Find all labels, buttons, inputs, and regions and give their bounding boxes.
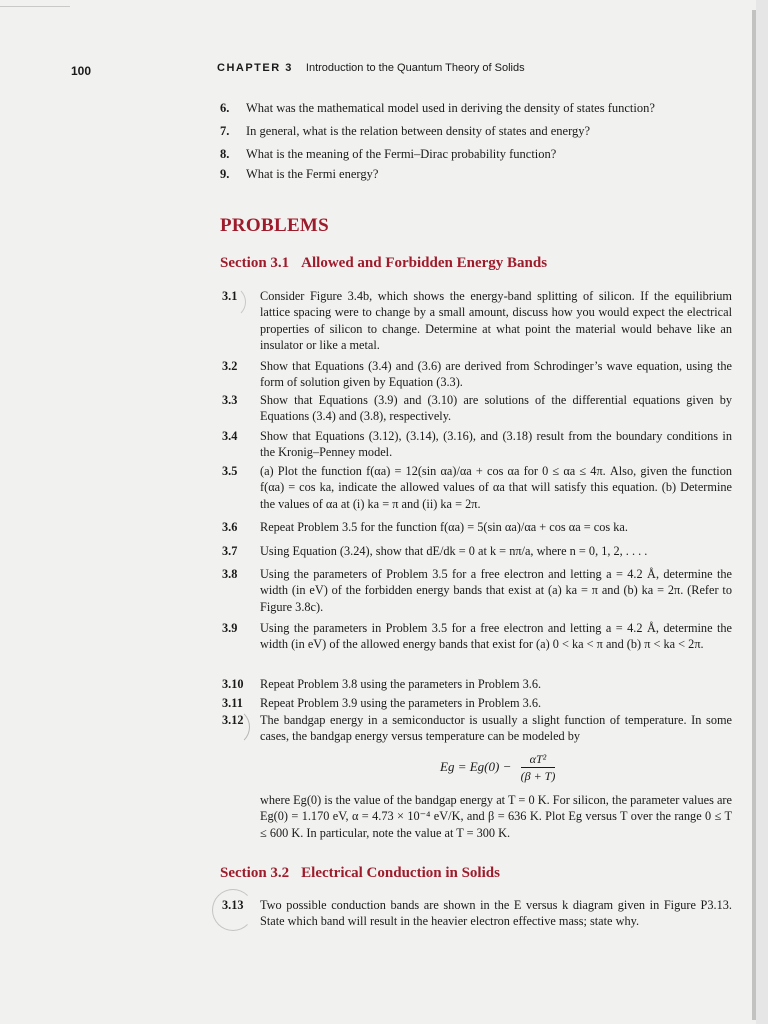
- page-number: 100: [71, 64, 92, 78]
- question-number: 8.: [220, 147, 230, 161]
- problem-number: 3.1: [222, 289, 238, 303]
- chapter-title: Introduction to the Quantum Theory of Solids: [305, 62, 525, 74]
- running-header: [217, 62, 525, 74]
- problem-text: Using Equation (3.24), show that dE/dk = 0 at k = nπ/a, where n = 0, 1, 2, . . . .: [260, 544, 648, 558]
- pencil-circle-mark: [214, 286, 246, 318]
- problem-text: Using the parameters in Problem 3.5 for a free electron and letting a = 4.2 Å, determine the width (in eV) of the allowed energy bands that exist for (a) 0 < ka < π and (b) π < ka < 2π.: [260, 621, 732, 652]
- problem-item: [222, 695, 732, 711]
- problem-text: Show that Equations (3.12), (3.14), (3.16), and (3.18) result from the boundary conditions in the Kronig–Penney model.: [260, 429, 732, 460]
- problem-number: 3.9: [222, 621, 238, 635]
- problem-number: 3.8: [222, 567, 238, 581]
- top-edge-line: [0, 6, 70, 7]
- problem-number: 3.5: [222, 464, 238, 478]
- problem-item: [222, 676, 732, 692]
- problem-text: The bandgap energy in a semiconductor is usually a slight function of temperature. In some cases, the bandgap energy versus temperature can be modeled by: [260, 713, 732, 744]
- problem-number: 3.3: [222, 393, 238, 407]
- problem-number: 3.7: [222, 544, 238, 558]
- problem-item: [222, 519, 732, 535]
- problem-item: [222, 358, 732, 391]
- section-title: Electrical Conduction in Solids: [301, 865, 500, 881]
- question-text: What was the mathematical model used in deriving the density of states function?: [246, 101, 655, 115]
- equation-numerator: αT²: [521, 752, 556, 768]
- problem-item: [222, 620, 732, 653]
- problem-text: (a) Plot the function f(αa) = 12(sin αa)/αa + cos αa for 0 ≤ αa ≤ 4π. Also, given the function f(αa) = cos ka, indicate the allowed values of αa that will satisfy this equation. (b) Determine the values of αa at (i) ka = π and (ii) ka = 2π.: [260, 464, 732, 511]
- review-question: [220, 123, 720, 139]
- problem-text: Repeat Problem 3.5 for the function f(αa) = 5(sin αa)/αa + cos αa = cos ka.: [260, 520, 628, 534]
- question-number: 9.: [220, 167, 230, 181]
- page-binding-shadow: [752, 10, 756, 1020]
- problem-number: 3.12: [222, 713, 244, 727]
- page-margin-shade: [756, 0, 768, 1024]
- problem-text: Two possible conduction bands are shown in the E versus k diagram given in Figure P3.13. State which band will result in the heavier electron effective mass; state why.: [260, 898, 732, 929]
- question-number: 7.: [220, 124, 230, 138]
- problem-number: 3.4: [222, 429, 238, 443]
- equation-lhs: Eg = Eg(0) −: [440, 758, 512, 774]
- review-question: [220, 100, 720, 116]
- problem-text: Using the parameters of Problem 3.5 for a free electron and letting a = 4.2 Å, determine the width (in eV) of the forbidden energy bands that exist at (a) ka = π and (b) ka = 2π. (Refer to Figure 3.8c).: [260, 567, 732, 614]
- problem-item: [222, 566, 732, 615]
- pencil-circle-mark: [212, 889, 254, 931]
- problem-number: 3.13: [222, 898, 244, 912]
- problem-number: 3.2: [222, 359, 238, 373]
- problem-text: Consider Figure 3.4b, which shows the energy-band splitting of silicon. If the equilibrium lattice spacing were to change by a small amount, discuss how you would expect the electrical properties of silicon to change. Determine at what point the material would behave like an insulator or like a metal.: [260, 289, 732, 353]
- question-text: In general, what is the relation between density of states and energy?: [246, 124, 591, 138]
- question-number: 6.: [220, 101, 230, 115]
- problem-continuation: [222, 792, 732, 841]
- section-number: Section 3.2: [220, 865, 290, 881]
- problem-item: [222, 392, 732, 425]
- problem-text: where Eg(0) is the value of the bandgap energy at T = 0 K. For silicon, the parameter values are Eg(0) = 1.170 eV, α = 4.73 × 10⁻⁴ eV/K, and β = 636 K. Plot Eg versus T over the range 0 ≤ T ≤ 600 K. In particular, note the value at T = 300 K.: [260, 793, 732, 840]
- problem-number: 3.11: [222, 696, 243, 710]
- chapter-label: CHAPTER 3: [217, 62, 293, 74]
- problem-text: Show that Equations (3.9) and (3.10) are solutions of the differential equations given by Equations (3.4) and (3.8), respectively.: [260, 393, 732, 424]
- problems-heading: PROBLEMS: [220, 215, 330, 236]
- problem-text: Show that Equations (3.4) and (3.6) are derived from Schrodinger’s wave equation, using the form of solution given by Equation (3.3).: [260, 359, 732, 390]
- problem-number: 3.6: [222, 520, 238, 534]
- review-question: [220, 146, 720, 162]
- section-heading: [220, 255, 547, 272]
- problem-text: Repeat Problem 3.9 using the parameters in Problem 3.6.: [260, 696, 542, 710]
- equation-denominator: (β + T): [520, 769, 556, 783]
- problem-number: 3.10: [222, 677, 244, 691]
- pencil-circle-mark: [212, 708, 250, 746]
- problem-item: [222, 428, 732, 461]
- equation-fraction: [521, 752, 556, 784]
- problem-item: [222, 543, 732, 559]
- problem-item: [222, 897, 732, 930]
- review-question: [220, 166, 720, 182]
- question-text: What is the Fermi energy?: [246, 167, 379, 181]
- problem-item: [222, 712, 732, 745]
- problem-text: Repeat Problem 3.8 using the parameters in Problem 3.6.: [260, 677, 542, 691]
- question-text: What is the meaning of the Fermi–Dirac probability function?: [246, 147, 557, 161]
- section-title: Allowed and Forbidden Energy Bands: [301, 255, 548, 271]
- problem-item: [222, 463, 732, 512]
- bandgap-equation: [440, 752, 555, 784]
- problem-item: [222, 288, 732, 354]
- section-number: Section 3.1: [220, 255, 290, 271]
- section-heading: [220, 865, 500, 882]
